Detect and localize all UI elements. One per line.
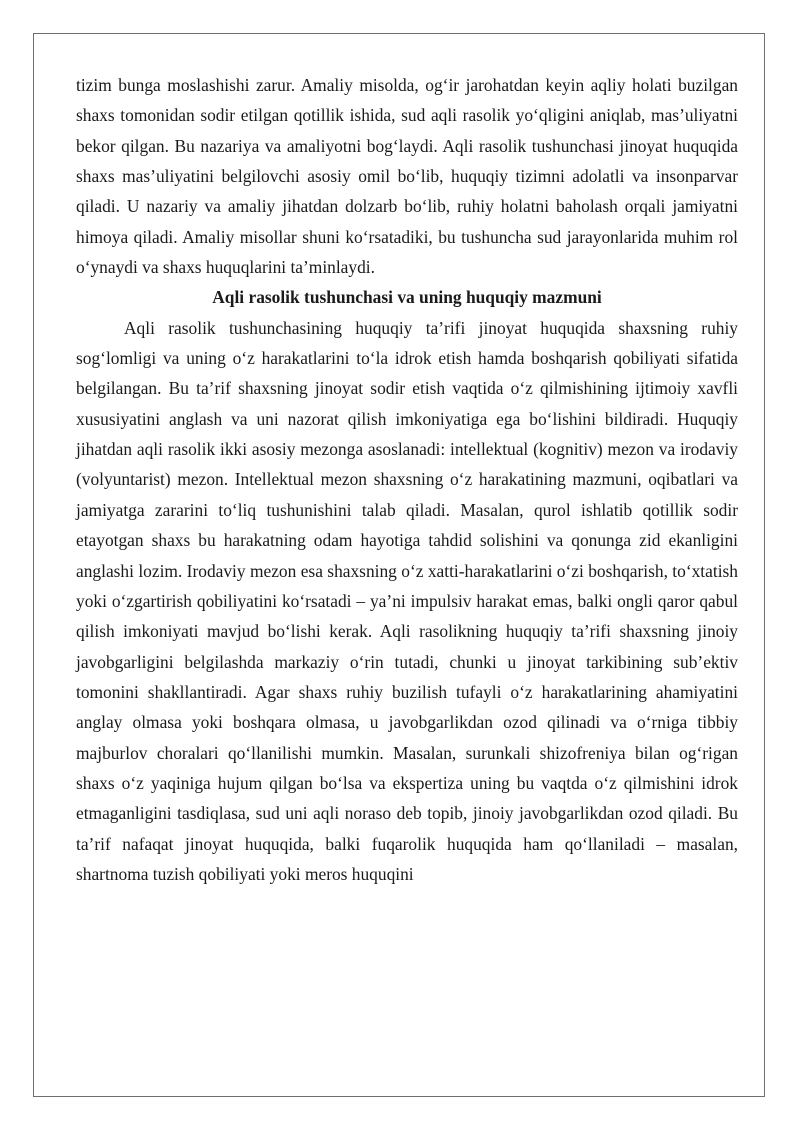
paragraph-definition: Aqli rasolik tushunchasining huquqiy ta’rifi jinoyat huquqida shaxsning ruhiy sog‘lomligi va uning o‘z harakatlarini to‘la idrok etish hamda boshqarish qobiliyati sifatida belgilangan. Bu ta’rif shaxsning jinoyat sodir etish vaqtida o‘z qilmishining ijtimoiy xavfli xususiyatini anglash va uni nazorat qilish imkoniyatiga ega bo‘lishini bildiradi. Huquqiy jihatdan aqli rasolik ikki asosiy mezonga asoslanadi: intellektual (kognitiv) mezon va irodaviy (volyuntarist) mezon. Intellektual mezon shaxsning o‘z harakatining mazmuni, oqibatlari va jamiyatga zararini to‘liq tushunishini talab qiladi. Masalan, qurol ishlatib qotillik sodir etayotgan shaxs bu harakatning odam hayotiga tahdid solishini va qonunga zid ekanligini anglashi lozim. Irodaviy mezon esa shaxsning o‘z xatti-harakatlarini o‘zi boshqarish, to‘xtatish yoki o‘zgartirish qobiliyatini ko‘rsatadi – ya’ni impulsiv harakat emas, balki ongli qaror qabul qilish imkoniyati mavjud bo‘lishi kerak. Aqli rasolikning huquqiy ta’rifi shaxsning jinoiy javobgarligini belgilashda markaziy o‘rin tutadi, chunki u jinoyat tarkibining sub’ektiv tomonini shakllantiradi. Agar shaxs ruhiy buzilish tufayli o‘z harakatlarining ahamiyatini anglay olmasa yoki boshqara olmasa, u javobgarlikdan ozod qilinadi va o‘rniga tibbiy majburlov choralari qo‘llanilishi mumkin. Masalan, surunkali shizofreniya bilan og‘rigan shaxs o‘z yaqiniga hujum qilgan bo‘lsa va ekspertiza uning bu vaqtda o‘z qilmishini idrok etmaganligini tasdiqlasa, sud uni aqli noraso deb topib, jinoiy javobgarlikdan ozod qiladi. Bu ta’rif nafaqat jinoyat huquqida, balki fuqarolik huquqida ham qo‘llaniladi – masalan, shartnoma tuzish qobiliyati yoki meros huquqini — [76, 317, 738, 884]
paragraph-continuation: tizim bunga moslashishi zarur. Amaliy misolda, og‘ir jarohatdan keyin aqliy holati buzilgan shaxs tomonidan sodir etilgan qotillik ishida, sud aqli rasolik yo‘qligini aniqlab, mas’uliyatni bekor qilgan. Bu nazariya va amaliyotni bog‘laydi. Aqli rasolik tushunchasi jinoyat huquqida shaxs mas’uliyatini belgilovchi asosiy omil bo‘lib, huquqiy tizimni adolatli va insonparvar qiladi. U nazariy va amaliy jihatdan dolzarb bo‘lib, ruhiy holatni baholash orqali jamiyatni himoya qiladi. Amaliy misollar shuni ko‘rsatadiki, bu tushuncha sud jarayonlarida muhim rol o‘ynaydi va shaxs huquqlarini ta’minlaydi. — [76, 75, 738, 278]
section-heading: Aqli rasolik tushunchasi va uning huquqiy mazmuni — [212, 287, 602, 308]
document-body — [76, 70, 738, 889]
